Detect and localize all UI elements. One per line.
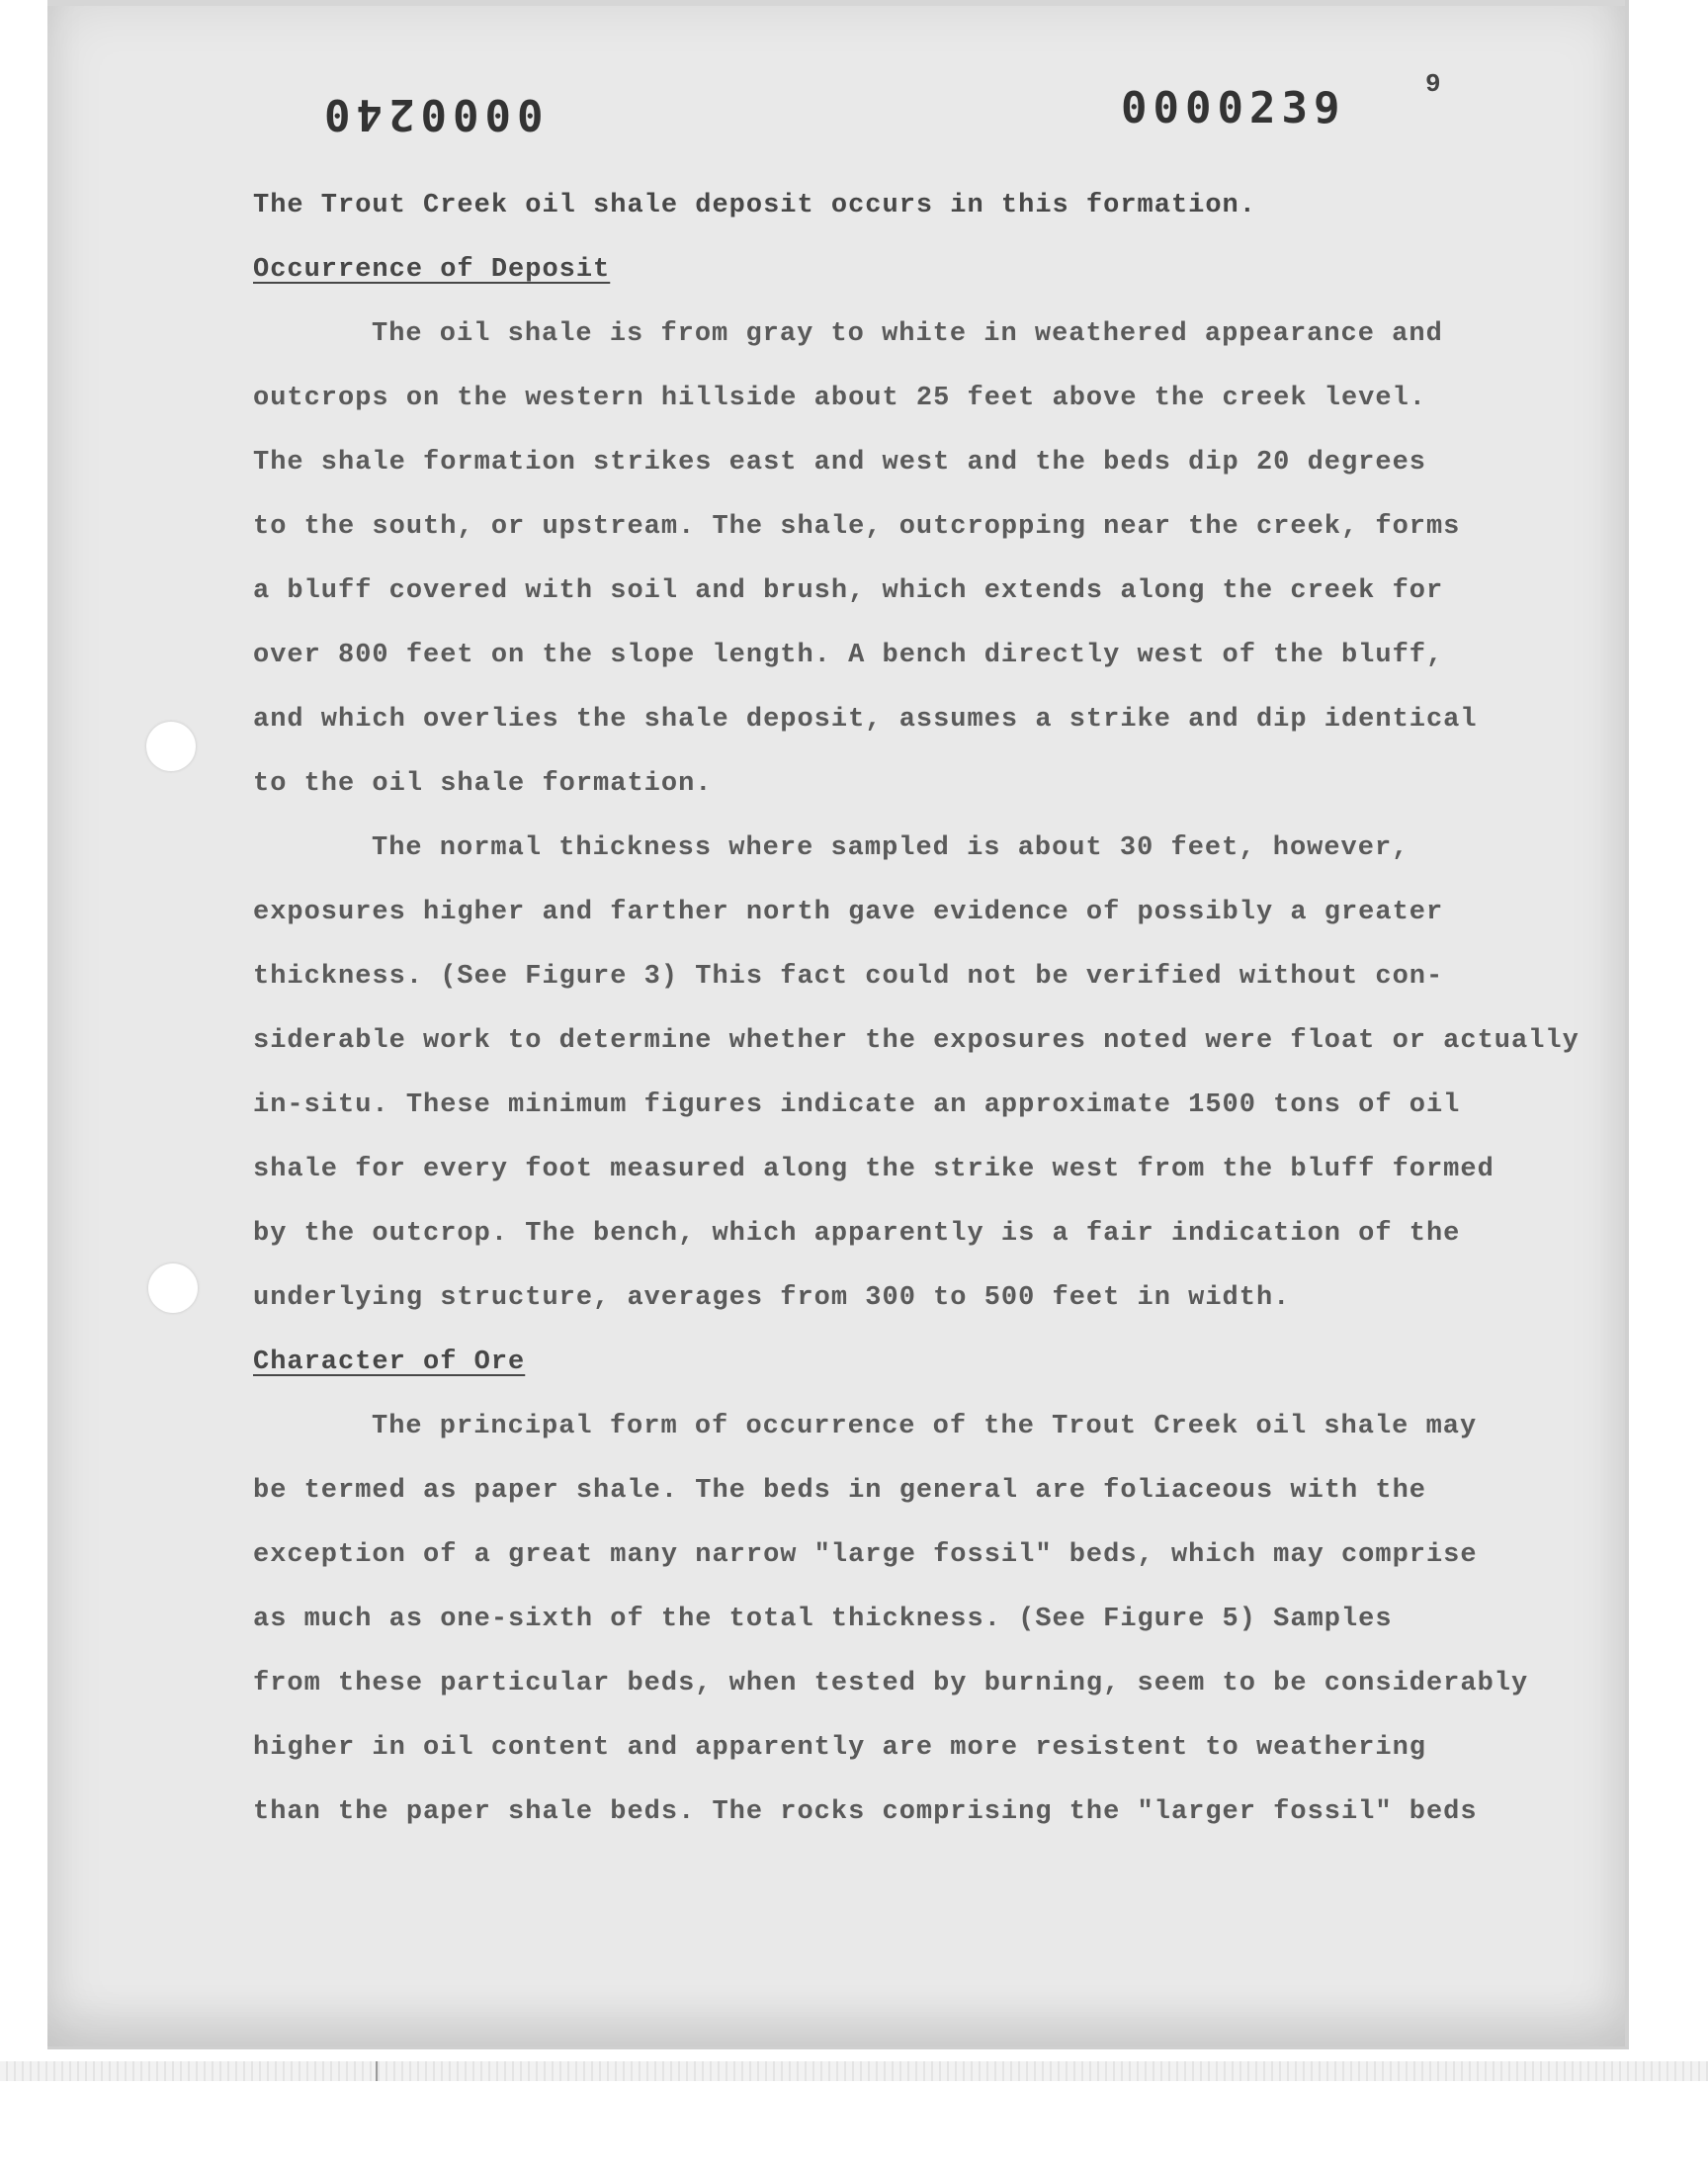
paragraph-line: The shale formation strikes east and west and the beds dip 20 degrees <box>253 448 1426 478</box>
section-heading-occurrence <box>253 252 1538 316</box>
paragraph-line: a bluff covered with soil and brush, which extends along the creek for <box>253 576 1444 606</box>
binder-hole-top <box>146 722 196 771</box>
paragraph-line: The oil shale is from gray to white in weathered appearance and <box>372 319 1443 349</box>
paragraph-line: over 800 feet on the slope length. A bench directly west of the bluff, <box>253 641 1444 670</box>
paragraph-line: in-situ. These minimum figures indicate an approximate 1500 tons of oil <box>253 1090 1461 1120</box>
page-number: 9 <box>1425 69 1441 99</box>
document-body <box>253 188 1580 1859</box>
paragraph-line: outcrops on the western hillside about 25 feet above the creek level. <box>253 384 1426 413</box>
intro-line: The Trout Creek oil shale deposit occurs in this formation. <box>253 191 1256 220</box>
document-stamp-left: 0000240 <box>318 89 544 139</box>
paragraph-line: exposures higher and farther north gave evidence of possibly a greater <box>253 898 1444 927</box>
section-heading-text: Character of Ore <box>253 1348 526 1377</box>
page-top-edge <box>47 0 1625 6</box>
paragraph-line: exception of a great many narrow "large fossil" beds, which may comprise <box>253 1540 1478 1570</box>
document-stamp-right: 0000239 <box>1121 83 1346 133</box>
paragraph-line: shale for every foot measured along the strike west from the bluff formed <box>253 1155 1494 1184</box>
paragraph-line: siderable work to determine whether the exposures noted were float or actually <box>253 1026 1580 1056</box>
paragraph-line: The normal thickness where sampled is about 30 feet, however, <box>372 833 1409 863</box>
paragraph-line: underlying structure, averages from 300 to 500 feet in width. <box>253 1283 1291 1313</box>
paragraph-line: by the outcrop. The bench, which apparently is a fair indication of the <box>253 1219 1461 1249</box>
binder-hole-bottom <box>148 1263 198 1313</box>
paragraph-line: than the paper shale beds. The rocks comprising the "larger fossil" beds <box>253 1797 1478 1827</box>
section-heading-character <box>253 1345 1538 1409</box>
paragraph-line: and which overlies the shale deposit, assumes a strike and dip identical <box>253 705 1478 735</box>
paragraph-line: higher in oil content and apparently are more resistent to weathering <box>253 1733 1426 1763</box>
paragraph-line: be termed as paper shale. The beds in general are foliaceous with the <box>253 1476 1426 1506</box>
paragraph-line: The principal form of occurrence of the Trout Creek oil shale may <box>372 1412 1478 1441</box>
scanner-edge-strip <box>0 2061 1708 2081</box>
paragraph-line: to the oil shale formation. <box>253 769 713 799</box>
scanner-edge-mark <box>376 2061 378 2081</box>
paragraph-line: thickness. (See Figure 3) This fact could not be verified without con- <box>253 962 1444 992</box>
paragraph-line: to the south, or upstream. The shale, outcropping near the creek, forms <box>253 512 1461 542</box>
paragraph-line: as much as one-sixth of the total thickness. (See Figure 5) Samples <box>253 1605 1393 1634</box>
paragraph-line: from these particular beds, when tested by burning, seem to be considerably <box>253 1669 1529 1698</box>
section-heading-text: Occurrence of Deposit <box>253 255 611 285</box>
